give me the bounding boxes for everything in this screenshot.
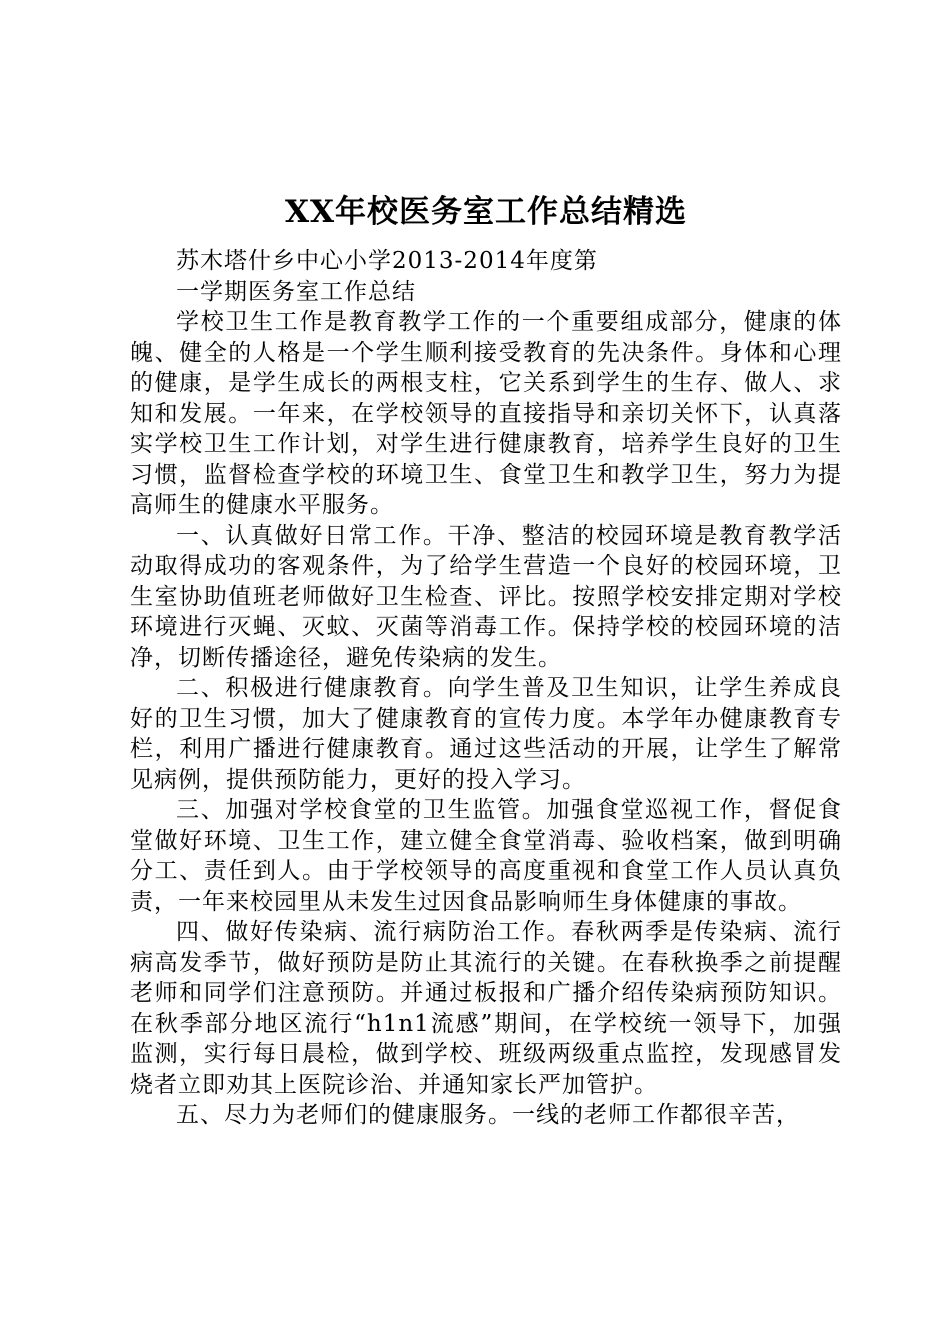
paragraph-section-2: 二、积极进行健康教育。向学生普及卫生知识，让学生养成良好的卫生习惯，加大了健康教育的宣传力度。本学年办健康教育专栏，利用广播进行健康教育。通过这些活动的开展，让学生了解常见病例，提供预防能力，更好的投入学习。 <box>130 675 842 793</box>
document-title: XX年校医务室工作总结精选 <box>284 194 688 230</box>
subtitle-line-2: 一学期医务室工作总结 <box>176 278 416 305</box>
paragraph-section-3: 三、加强对学校食堂的卫生监管。加强食堂巡视工作，督促食堂做好环境、卫生工作，建立健全食堂消毒、验收档案，做到明确分工、责任到人。由于学校领导的高度重视和食堂工作人员认真负责，一年来校园里从未发生过因食品影响师生身体健康的事故。 <box>130 797 842 915</box>
paragraph-section-4: 四、做好传染病、流行病防治工作。春秋两季是传染病、流行病高发季节，做好预防是防止其流行的关键。在春秋换季之前提醒老师和同学们注意预防。并通过板报和广播介绍传染病预防知识。在秋季部分地区流行“h1n1流感”期间，在学校统一领导下，加强监测，实行每日晨检，做到学校、班级两级重点监控，发现感冒发烧者立即劝其上医院诊治、并通知家长严加管护。 <box>130 919 842 1098</box>
document-body <box>130 188 842 1131</box>
paragraph-intro: 学校卫生工作是教育教学工作的一个重要组成部分，健康的体魄、健全的人格是一个学生顺利接受教育的先决条件。身体和心理的健康，是学生成长的两根支柱，它关系到学生的生存、做人、求知和发展。一年来，在学校领导的直接指导和亲切关怀下，认真落实学校卫生工作计划，对学生进行健康教育，培养学生良好的卫生习惯，监督检查学校的环境卫生、食堂卫生和教学卫生，努力为提高师生的健康水平服务。 <box>130 309 842 518</box>
paragraph-section-5: 五、尽力为老师们的健康服务。一线的老师工作都很辛苦， <box>176 1102 800 1128</box>
paragraph-section-1: 一、认真做好日常工作。干净、整洁的校园环境是教育教学活动取得成功的客观条件，为了给学生营造一个良好的校园环境，卫生室协助值班老师做好卫生检查、评比。按照学校安排定期对学校环境进行灭蝇、灭蚊、灭菌等消毒工作。保持学校的校园环境的洁净，切断传播途径，避免传染病的发生。 <box>130 522 842 671</box>
subtitle-line-1: 苏木塔什乡中心小学2013-2014年度第 <box>176 248 598 274</box>
